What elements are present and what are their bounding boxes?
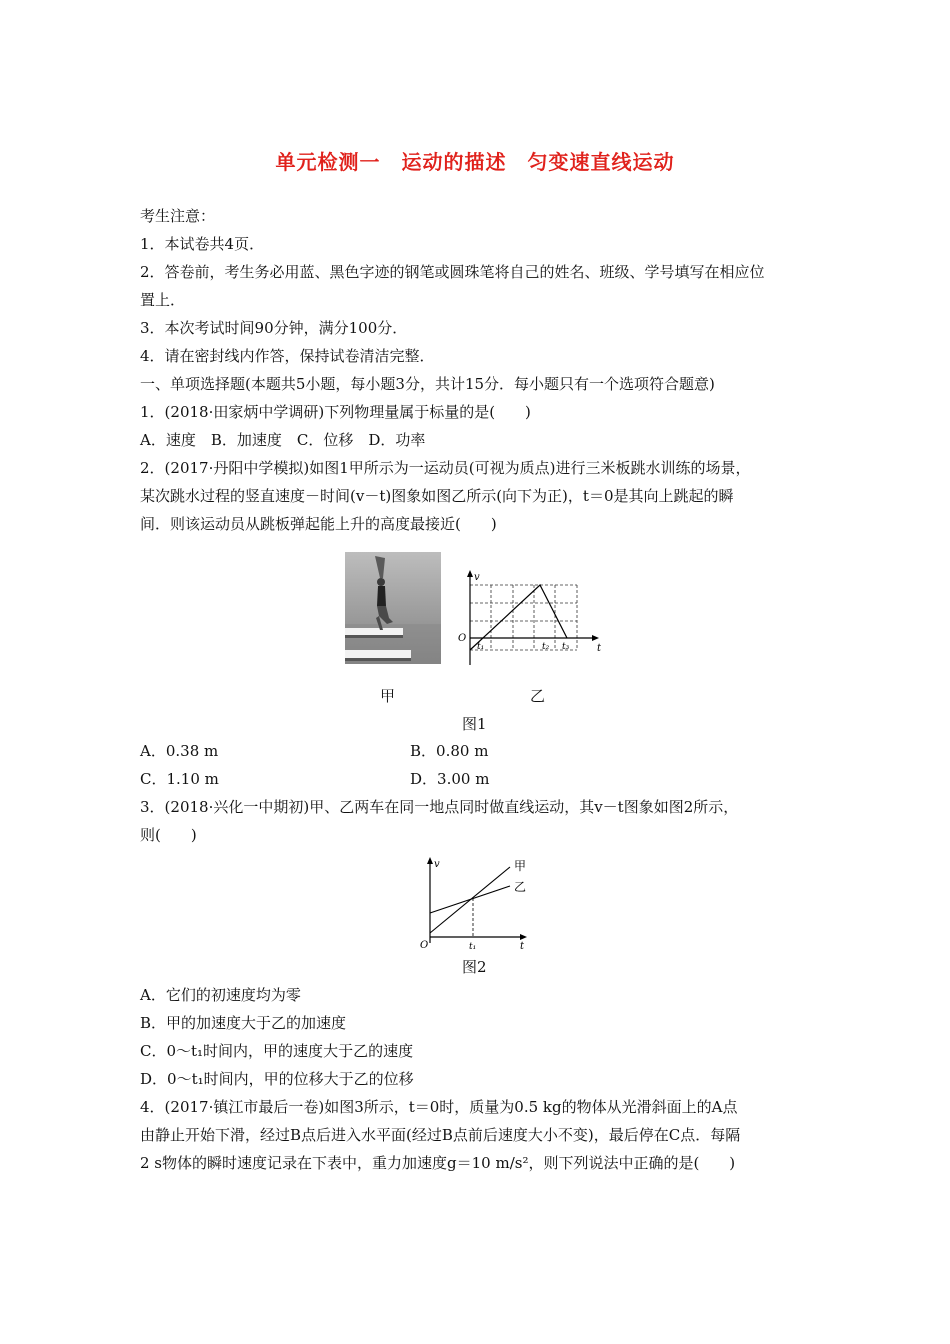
question-2-stem-line1: 2．(2017·丹阳中学模拟)如图1甲所示为一运动员(可视为质点)进行三米板跳水训练的场景， <box>140 459 751 477</box>
figure-2-tick-t1: t₁ <box>469 942 477 952</box>
figure-1-axis-t: t <box>597 643 602 654</box>
question-4-stem-line3: 2 s物体的瞬时速度记录在下表中，重力加速度g＝10 m/s²，则下列说法中正确的是( ) <box>140 1154 736 1172</box>
question-3-option-d: D．0～t₁时间内，甲的位移大于乙的位移 <box>140 1070 414 1088</box>
figure-1-caption: 图1 <box>462 715 487 733</box>
figure-2-series-yi: 乙 <box>514 880 527 894</box>
figure-1-vt-line <box>470 585 567 650</box>
figure-2-caption: 图2 <box>462 958 487 976</box>
figure-1-label-left: 甲 <box>380 687 396 705</box>
figure-2-t-arrow <box>520 934 527 940</box>
notice-item: 1．本试卷共4页． <box>140 235 265 253</box>
question-1-stem: 1．(2018·田家炳中学调研)下列物理量属于标量的是( ) <box>140 403 531 421</box>
question-2-stem-line2: 某次跳水过程的竖直速度－时间(v－t)图象如图乙所示(向下为正)，t＝0是其向上跳起的瞬 <box>140 487 734 505</box>
question-3-option-b: B．甲的加速度大于乙的加速度 <box>140 1014 347 1032</box>
notice-heading: 考生注意： <box>140 207 216 225</box>
figure-1-axis-v: v <box>474 572 480 583</box>
figure-1-tick-t1: t₁ <box>477 642 485 652</box>
notice-item: 2．答卷前，考生务必用蓝、黑色字迹的钢笔或圆珠笔将自己的姓名、班级、学号填写在相应位 <box>140 263 765 281</box>
question-2-option-b: B．0.80 m <box>410 742 489 760</box>
figure-2-axis-v: v <box>434 859 440 870</box>
question-4-stem-line1: 4．(2017·镇江市最后一卷)如图3所示，t＝0时，质量为0.5 kg的物体从光滑斜面上的A点 <box>140 1098 738 1116</box>
figure-1-label-right: 乙 <box>530 687 546 705</box>
figure-1-tick-t3: t₃ <box>562 642 570 652</box>
question-2-stem-line3: 间．则该运动员从跳板弹起能上升的高度最接近( ) <box>140 515 497 533</box>
figure-2-series-jia: 甲 <box>514 859 527 873</box>
question-3-stem-line2: 则( ) <box>140 826 197 844</box>
question-3-option-a: A．它们的初速度均为零 <box>140 986 301 1004</box>
figure-2-axis-t: t <box>520 941 525 952</box>
figure-2-line-yi <box>430 886 510 913</box>
figure-1-grid <box>470 585 577 650</box>
section-heading: 一、单项选择题(本题共5小题，每小题3分，共计15分．每小题只有一个选项符合题意) <box>140 375 715 393</box>
diver-photo <box>345 552 441 664</box>
figure-1-origin: O <box>458 633 467 644</box>
question-4-stem-line2: 由静止开始下滑，经过B点后进入水平面(经过B点前后速度大小不变)，最后停在C点．每隔 <box>140 1126 741 1144</box>
page-title: 单元检测一 运动的描述 匀变速直线运动 <box>275 150 675 174</box>
question-2-option-d: D．3.00 m <box>410 770 490 788</box>
question-3-option-c: C．0～t₁时间内，甲的速度大于乙的速度 <box>140 1042 414 1060</box>
question-2-option-a: A．0.38 m <box>140 742 219 760</box>
notice-item: 4．请在密封线内作答，保持试卷清洁完整． <box>140 347 435 365</box>
question-3-stem-line1: 3．(2018·兴化一中期初)甲、乙两车在同一地点同时做直线运动，其v－t图象如图2所示， <box>140 798 739 816</box>
question-1-options: A．速度 B．加速度 C．位移 D．功率 <box>140 431 426 449</box>
figure-1-v-arrow <box>467 570 473 577</box>
figure-2-v-arrow <box>427 857 433 864</box>
figure-2-origin: O <box>420 940 429 951</box>
figure-2-graph <box>418 853 548 953</box>
question-2-option-c: C．1.10 m <box>140 770 219 788</box>
notice-item: 置上． <box>140 291 186 309</box>
notice-item: 3．本次考试时间90分钟，满分100分． <box>140 319 408 337</box>
figure-1-tick-t2: t₂ <box>542 642 550 652</box>
figure-1-t-arrow <box>592 635 599 641</box>
figure-1-graph <box>455 565 605 680</box>
